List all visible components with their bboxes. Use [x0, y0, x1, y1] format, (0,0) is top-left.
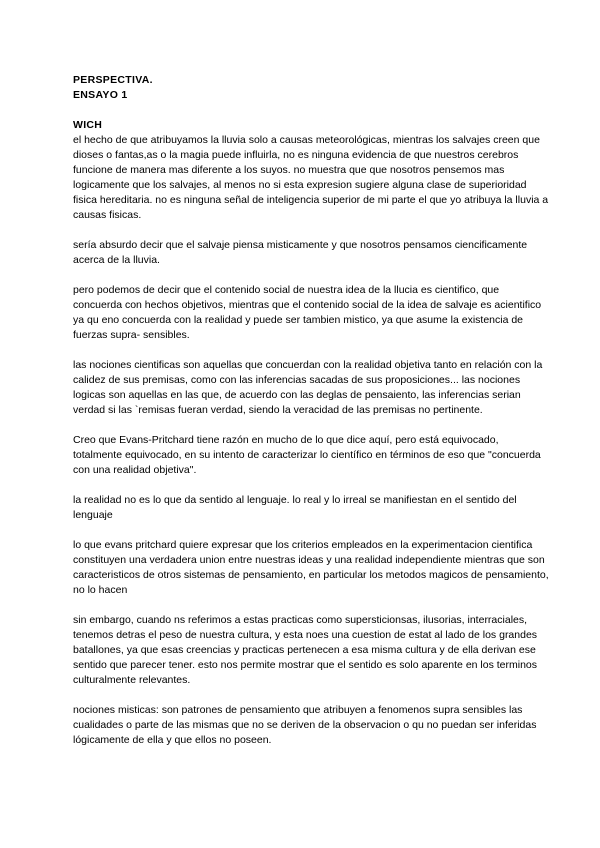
- paragraph-8: sin embargo, cuando ns referimos a estas practicas como supersticionsas, ilusorias, interraciales, tenemos detras el peso de nuestra cultura, y esta noes una cuestion de estat al lado de los grandes batallones, ya que esas creencias y practicas pertenecen a esa misma cultura y de ella derivan ese sentido que parecer tener. esto nos permite mostrar que el sentido es solo aparente en los terminos culturalmente relevantes.: [73, 614, 538, 686]
- paragraph-4: las nociones cientificas son aquellas que concuerdan con la realidad objetiva tanto en relación con la calidez de sus premisas, como con las inferencias sacadas de sus proposiciones... las nociones logicas son aquellas en las que, de acuerdo con las deglas de pensaiento, las inferencias serian verdad si las `remisas fueran verdad, siendo la veracidad de las premisas no pertinente.: [73, 359, 543, 416]
- section-label: WICH: [73, 119, 103, 131]
- paragraph-5: Creo que Evans-Pritchard tiene razón en mucho de lo que dice aquí, pero está equivocado, totalmente equivocado, en su intento de caracterizar lo científico en términos de eso que "concuerda con una realidad objetiva".: [73, 434, 541, 476]
- paragraph-6: la realidad no es lo que da sentido al lenguaje. lo real y lo irreal se manifiestan en el sentido del lenguaje: [73, 494, 517, 521]
- document-title: PERSPECTIVA.: [73, 74, 153, 86]
- paragraph-1: el hecho de que atribuyamos la lluvia solo a causas meteorológicas, mientras los salvajes creen que dioses o fantas,as o la magia puede influirla, no es ninguna evidencia de que nuestros cerebros funcione de manera mas diferente a los suyos. no muestra que que nosotros pensemos mas logicamente que los salvajes, al menos no si esta expresion sugiere alguna clase de superioridad fisica hereditaria. no es ninguna señal de inteligencia superior de mi parte el que yo atribuya la lluvia a causas fisicas.: [73, 134, 549, 221]
- paragraph-9: nociones misticas: son patrones de pensamiento que atribuyen a fenomenos supra sensibles las cualidades o parte de las mismas que no se deriven de la observacion o qu no puedan ser inferidas lógicamente de ella y que ellos no poseen.: [73, 704, 537, 746]
- paragraph-3: pero podemos de decir que el contenido social de nuestra idea de la llucia es cientifico, que concuerda con hechos objetivos, mientras que el contenido social de la idea de salvaje es acientifico ya qu eno concuerda con la realidad y puede ser tambien mistico, ya que asume la existencia de fuerzas supra- sensibles.: [73, 284, 542, 341]
- paragraph-2: sería absurdo decir que el salvaje piensa misticamente y que nosotros pensamos ciencificamente acerca de la lluvia.: [73, 239, 528, 266]
- document-subtitle: ENSAYO 1: [73, 89, 128, 101]
- paragraph-7: lo que evans pritchard quiere expresar que los criterios empleados en la experimentacion cientifica constituyen una verdadera union entre nuestras ideas y una realidad independiente mientras que son caracteristicos de otros sistemas de pensamiento, en particular los metodos magicos de pensamiento, no lo hacen: [73, 539, 549, 596]
